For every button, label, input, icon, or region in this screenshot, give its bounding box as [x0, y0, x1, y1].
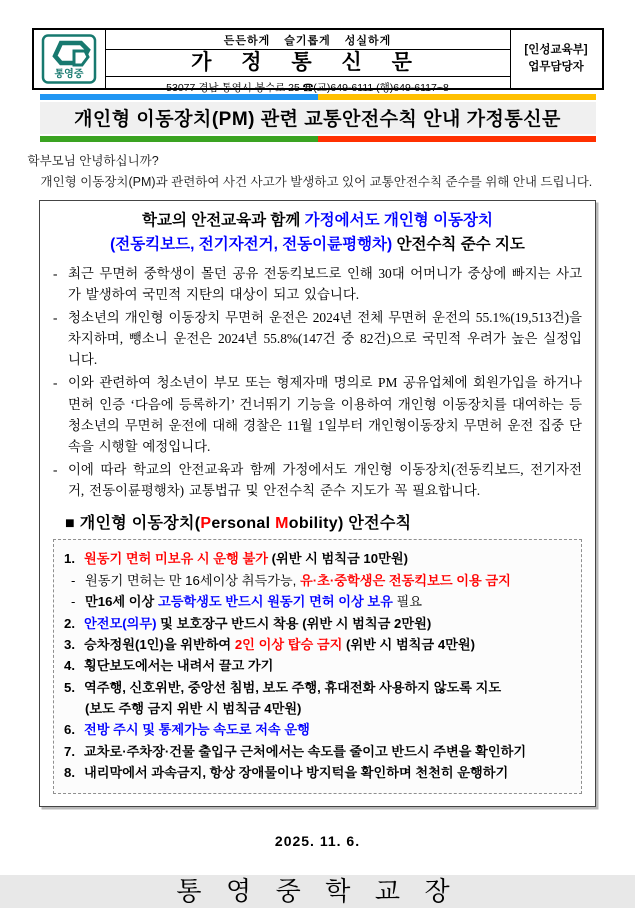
- heading-segment: obility) 안전수칙: [288, 515, 412, 533]
- rule-segment: 고등학생도 반드시 원동기 면허 이상 보유: [157, 594, 393, 610]
- intro-paragraph: [28, 151, 608, 194]
- heading-segment: ■ 개인형 이동장치(: [65, 515, 201, 533]
- rule-number: 1.: [64, 551, 75, 567]
- rule-segment: (위반 시 범칙금 4만원): [342, 636, 476, 652]
- rule-segment: 유·초·중학생은 전동킥보드 이용 금지: [300, 572, 511, 588]
- rule-segment: 원동기 면허는 만 16세이상 취득가능,: [85, 572, 300, 588]
- banner-bar-yellow: [318, 94, 596, 100]
- heading-segment: M: [275, 515, 289, 533]
- bullet-text: 이에 따라 학교의 안전교육과 함께 가정에서도 개인형 이동장치(전동킥보드, 전기자전거, 전동이륜평행차) 교통법규 및 안전수칙 준수 지도가 꼭 필요합니다.: [68, 462, 582, 499]
- rule-item: [64, 741, 571, 762]
- rule-item: [64, 634, 571, 655]
- document-date: 2025. 11. 6.: [274, 832, 361, 849]
- school-motto: 든든하게 슬기롭게 성실하게: [106, 30, 510, 50]
- principal-signature: 통 영 중 학 교 장: [176, 876, 459, 906]
- rule-text: [85, 570, 571, 591]
- newsletter-title: 가 정 통 신 문: [106, 50, 510, 77]
- rule-segment: (보도 주행 금지 위반 시 범칙금 4만원): [85, 701, 302, 717]
- bullet-text: 청소년의 개인형 이동장치 무면허 운전은 2024년 전체 무면허 운전의 55.1%(19,513건)을 차지하며, 뺑소니 운전은 2024년 55.8%(147건 중 82건)으로 국민적 우려가 높은 실정입니다.: [68, 309, 582, 368]
- rule-segment: 2인 이상 탑승 금지: [234, 636, 343, 652]
- banner-bar-green: [40, 136, 318, 142]
- bullet-marker: -: [53, 309, 58, 325]
- rule-segment: 필요: [392, 594, 422, 610]
- logo-label: 통영중: [54, 69, 84, 80]
- rule-segment: 내리막에서 과속금지, 항상 장애물이나 방지턱을 확인하며 천천히 운행하기: [84, 765, 509, 781]
- bullet-marker: -: [53, 265, 58, 281]
- document-title: 개인형 이동장치(PM) 관련 교통안전수칙 안내 가정통신문: [40, 102, 596, 134]
- banner-bar-blue: [40, 94, 318, 100]
- notice-box: [39, 200, 596, 807]
- safety-rules-heading: [65, 510, 582, 533]
- banner-bottom-bars: [40, 136, 596, 142]
- rule-segment: 전방 주시 및 통제가능 속도로 저속 운행: [84, 722, 310, 738]
- heading-segment: P: [200, 515, 212, 533]
- notice-heading-line2: [53, 233, 582, 257]
- rule-segment: 안전모(의무): [84, 615, 157, 631]
- rule-number: -: [71, 594, 76, 610]
- rule-number: 6.: [64, 722, 75, 738]
- rule-text: [85, 591, 571, 612]
- bullet-item: [53, 307, 582, 371]
- rule-item: [64, 677, 571, 698]
- heading-segment: ersonal: [211, 515, 276, 533]
- rule-segment: 역주행, 신호위반, 중앙선 침범, 보도 주행, 휴대전화 사용하지 않도록 지도: [84, 679, 502, 695]
- masthead-center: [106, 30, 510, 95]
- rule-subitem: [64, 570, 571, 591]
- bullet-item: [53, 372, 582, 457]
- heading-segment: 안전수칙 준수 지도: [392, 235, 525, 253]
- school-address: 53077 경남 통영시 봉수로 25 ☎(교)649-6111 (행)649-6117~8: [166, 82, 449, 95]
- rule-segment: 승차정원(1인)을 위반하여: [84, 636, 235, 652]
- department-box: [510, 30, 602, 88]
- bullet-marker: -: [53, 375, 58, 391]
- rule-segment: 교차로·주차장·건물 출입구 근처에서는 속도를 줄이고 반드시 주변을 확인하기: [84, 743, 527, 759]
- rule-segment: (위반 시 범칙금 10만원): [267, 551, 408, 567]
- rule-number: 8.: [64, 765, 75, 781]
- bullet-marker: -: [53, 462, 58, 478]
- rule-segment: 및 보호장구 반드시 착용 (위반 시 범칙금 2만원): [156, 615, 432, 631]
- rule-text: [84, 741, 571, 762]
- department-role: 업무담당자: [528, 61, 584, 73]
- rule-number: 3.: [64, 636, 75, 652]
- rule-text: [84, 677, 571, 698]
- rule-text: [84, 613, 571, 634]
- bullet-item: [53, 263, 582, 305]
- rule-item: [64, 655, 571, 676]
- masthead: [32, 28, 604, 95]
- rule-item: [64, 762, 571, 783]
- rule-number: -: [71, 572, 76, 588]
- rule-text: [84, 762, 571, 783]
- rule-number: 4.: [64, 658, 75, 674]
- rule-text: [84, 655, 571, 676]
- school-emblem-icon: [41, 34, 97, 84]
- notice-heading-line1: [53, 209, 582, 233]
- banner-bar-red: [318, 136, 596, 142]
- heading-segment: 학교의 안전교육과 함께: [142, 211, 305, 229]
- safety-rules-box: [53, 539, 582, 793]
- rule-item: [64, 548, 571, 569]
- rule-number: [71, 698, 85, 719]
- rule-text: [85, 698, 571, 719]
- rule-number: 2.: [64, 615, 75, 631]
- greeting-line: 학부모님 안녕하십니까?: [27, 154, 159, 168]
- bullet-item: [53, 459, 582, 501]
- rule-subitem: [64, 698, 571, 719]
- rule-item: [64, 719, 571, 740]
- rule-number: 7.: [64, 743, 75, 759]
- rule-number: 5.: [64, 679, 75, 695]
- rule-text: [84, 548, 571, 569]
- banner-top-bars: [40, 94, 596, 100]
- rule-item: [64, 613, 571, 634]
- rule-subitem: [64, 591, 571, 612]
- bullet-text: 최근 무면허 중학생이 몰던 공유 전동킥보드로 인해 30대 어머니가 중상에 빠지는 사고가 발생하여 국민적 지탄의 대상이 되고 있습니다.: [68, 265, 582, 302]
- department-name: [인성교육부]: [524, 43, 588, 56]
- rule-segment: 만16세 이상: [85, 594, 158, 610]
- heading-segment: (전동킥보드, 전기자전거, 전동이륜평행차): [110, 235, 393, 253]
- heading-segment: 가정에서도 개인형 이동장치: [304, 211, 493, 229]
- banner: [40, 94, 596, 142]
- bullet-list: [53, 263, 582, 502]
- rule-text: [84, 719, 571, 740]
- rule-segment: 원동기 면허 미보유 시 운행 불가: [84, 551, 268, 567]
- rule-segment: 횡단보도에서는 내려서 끌고 가기: [84, 658, 274, 674]
- bullet-text: 이와 관련하여 청소년이 부모 또는 형제자매 명의로 PM 공유업체에 회원가입을 하거나 면허 인증 ‘다음에 등록하기’ 건너뛰기 기능을 이용하여 개인형 이동장치를 대여하는 등 청소년의 무면허 운전에 대해 경찰은 11월 1일부터 개인형이동장치 무면허 운전 집중 단속을 시행할 예정입니다.: [68, 375, 582, 454]
- intro-message: 개인형 이동장치(PM)과 관련하여 사건 사고가 발생하고 있어 교통안전수칙 준수를 위해 안내 드립니다.: [40, 175, 593, 190]
- rule-text: [84, 634, 571, 655]
- school-logo: [34, 30, 106, 88]
